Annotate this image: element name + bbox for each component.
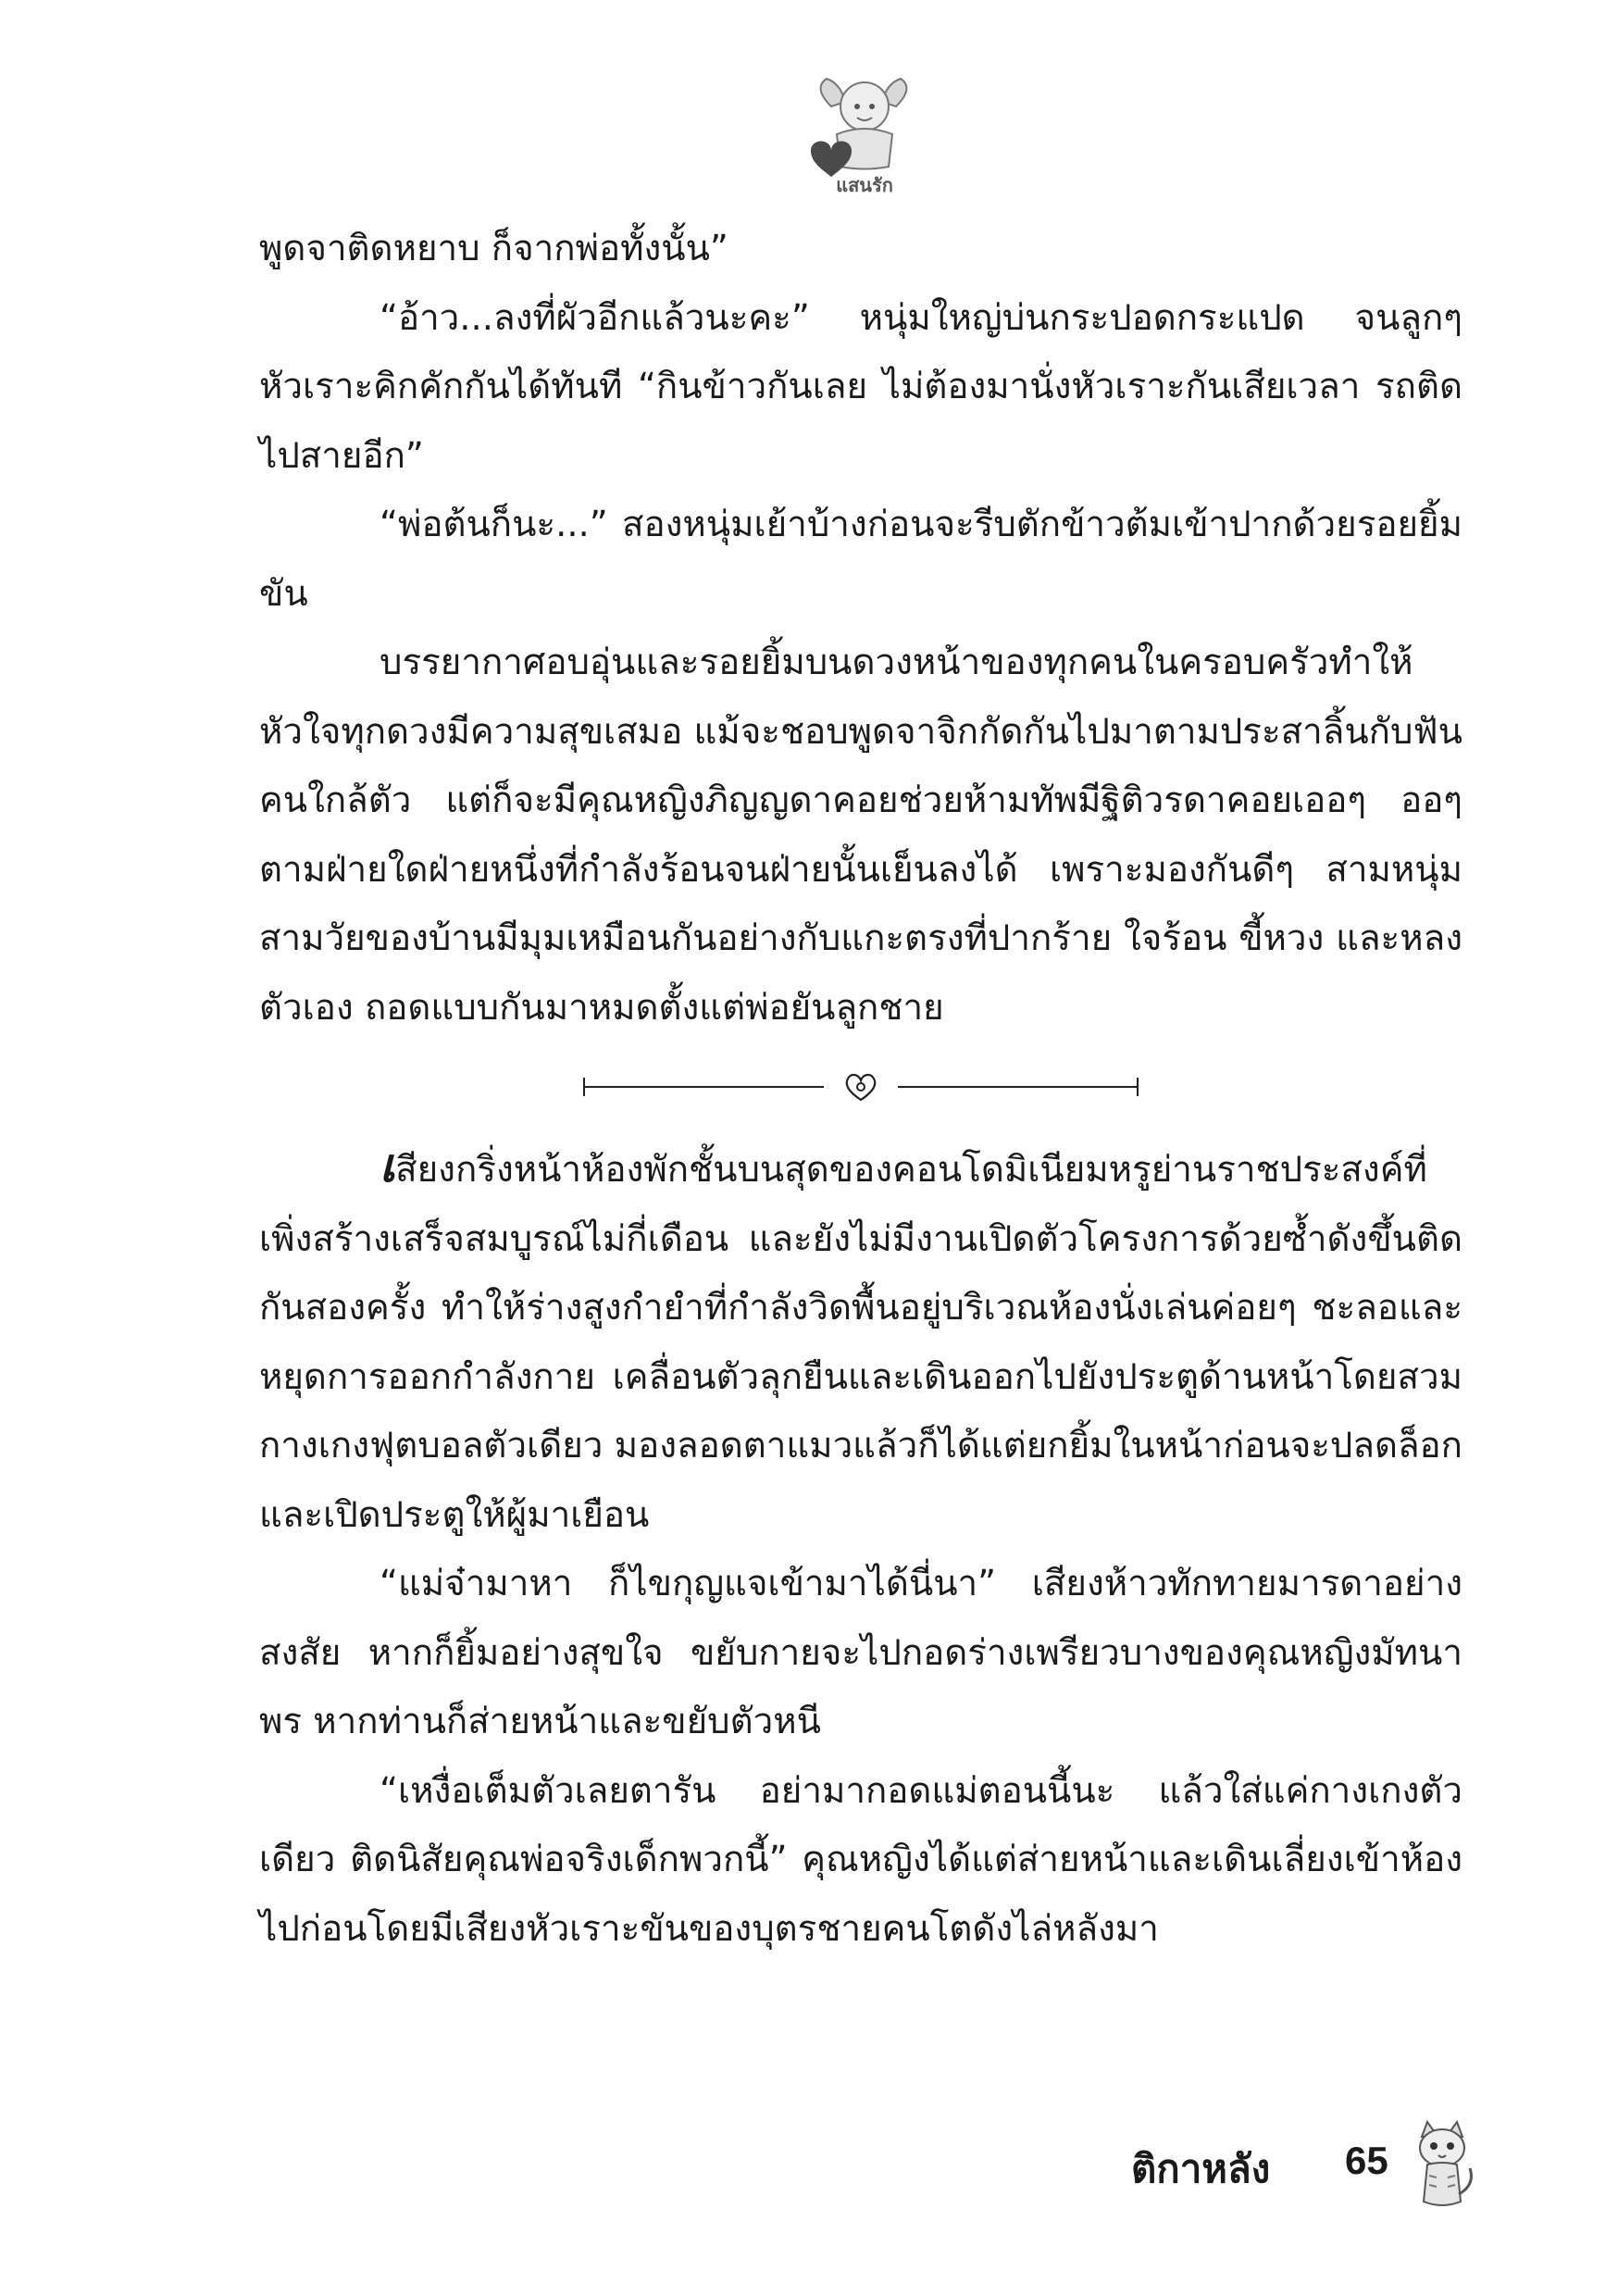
paragraph — [259, 1131, 1462, 1550]
paragraph: “อ้าว...ลงที่ผัวอีกแล้วนะคะ” หนุ่มใหญ่บ่นกระปอดกระแปด จนลูกๆ หัวเราะคิกคักกันได้ทันที “กินข้าวกันเลย ไม่ต้องมานั่งหัวเราะกันเสียเวลา รถติดไปสายอีก” — [259, 296, 1462, 477]
book-title: ติกาหลัง — [1131, 2146, 1271, 2191]
paragraph: บรรยากาศอบอุ่นและรอยยิ้มบนดวงหน้าของทุกคนในครอบครัวทำให้หัวใจทุกดวงมีความสุขเสมอ แม้จะชอบพูดจาจิกกัดกันไปมาตามประสาลิ้นกับฟันคนใกล้ตัว แต่ก็จะมีคุณหญิงภิญญดาคอยช่วยห้ามทัพมีฐิติวรดาคอยเออๆ ออๆ ตามฝ่ายใดฝ่ายหนึ่งที่กำลังร้อนจนฝ่ายนั้นเย็นลงได้ เพราะมองกันดีๆ สามหนุ่มสามวัยของบ้านมีมุมเหมือนกันอย่างกับแกะตรงที่ปากร้าย ใจร้อน ขี้หวง และหลงตัวเอง ถอดแบบกันมาหมดตั้งแต่พ่อยันลูกชาย — [259, 642, 1462, 1029]
page-footer — [1120, 2120, 1490, 2222]
body-text — [259, 215, 1462, 1964]
paragraph: “แม่จ๋ามาหา ก็ไขกุญแจเข้ามาได้นี่นา” เสียงห้าวทักทายมารดาอย่างสงสัย หากก็ยิ้มอย่างสุขใจ ขยับกายจะไปกอดร่างเพรียวบางของคุณหญิงมัทนาพร หากท่านก็ส่ายหน้าและขยับตัวหนี — [259, 1563, 1462, 1742]
page-number: 65 — [1345, 2139, 1388, 2182]
divider-line — [585, 1086, 824, 1088]
heart-ornament-icon — [840, 1068, 881, 1105]
paragraph: “พ่อต้นก็นะ...” สองหนุ่มเย้าบ้างก่อนจะรีบตักข้าวต้มเข้าปากด้วยรอยยิ้มขัน — [259, 504, 1462, 615]
angel-heart-logo — [803, 69, 924, 199]
paragraph: “เหงื่อเต็มตัวเลยตารัน อย่ามากอดแม่ตอนนี้นะ แล้วใส่แค่กางเกงตัวเดียว ติดนิสัยคุณพ่อจริงเด็กพวกนี้” คุณหญิงได้แต่ส่ายหน้าและเดินเลี่ยงเข้าห้องไปก่อนโดยมีเสียงหัวเราะขันของบุตรชายคนโตดังไล่หลังมา — [259, 1769, 1462, 1950]
paragraph: พูดจาติดหยาบ ก็จากพ่อทั้งนั้น” — [259, 228, 728, 269]
cat-mascot-icon — [1405, 2120, 1479, 2213]
section-divider — [259, 1042, 1462, 1131]
drop-cap: เ — [380, 1138, 396, 1192]
divider-tick — [1137, 1078, 1139, 1096]
paragraph-text: สียงกริ่งหน้าห้องพักชั้นบนสุดของคอนโดมิเนียมหรูย่านราชประสงค์ที่เพิ่งสร้างเสร็จสมบูรณ์ไม่กี่เดือน และยังไม่มีงานเปิดตัวโครงการด้วยซ้ำดังขึ้นติดกันสองครั้ง ทำให้ร่างสูงกำยำที่กำลังวิดพื้นอยู่บริเวณห้องนั่งเล่นค่อยๆ ชะลอและหยุดการออกกำลังกาย เคลื่อนตัวลุกยืนและเดินออกไปยังประตูด้านหน้าโดยสวมกางเกงฟุตบอลตัวเดียว มองลอดตาแมวแล้วก็ได้แต่ยกยิ้มในหน้าก่อนจะปลดล็อกและเปิดประตูให้ผู้มาเยือน — [259, 1149, 1462, 1536]
divider-line — [898, 1086, 1137, 1088]
logo-text: แสนรัก — [836, 174, 893, 196]
